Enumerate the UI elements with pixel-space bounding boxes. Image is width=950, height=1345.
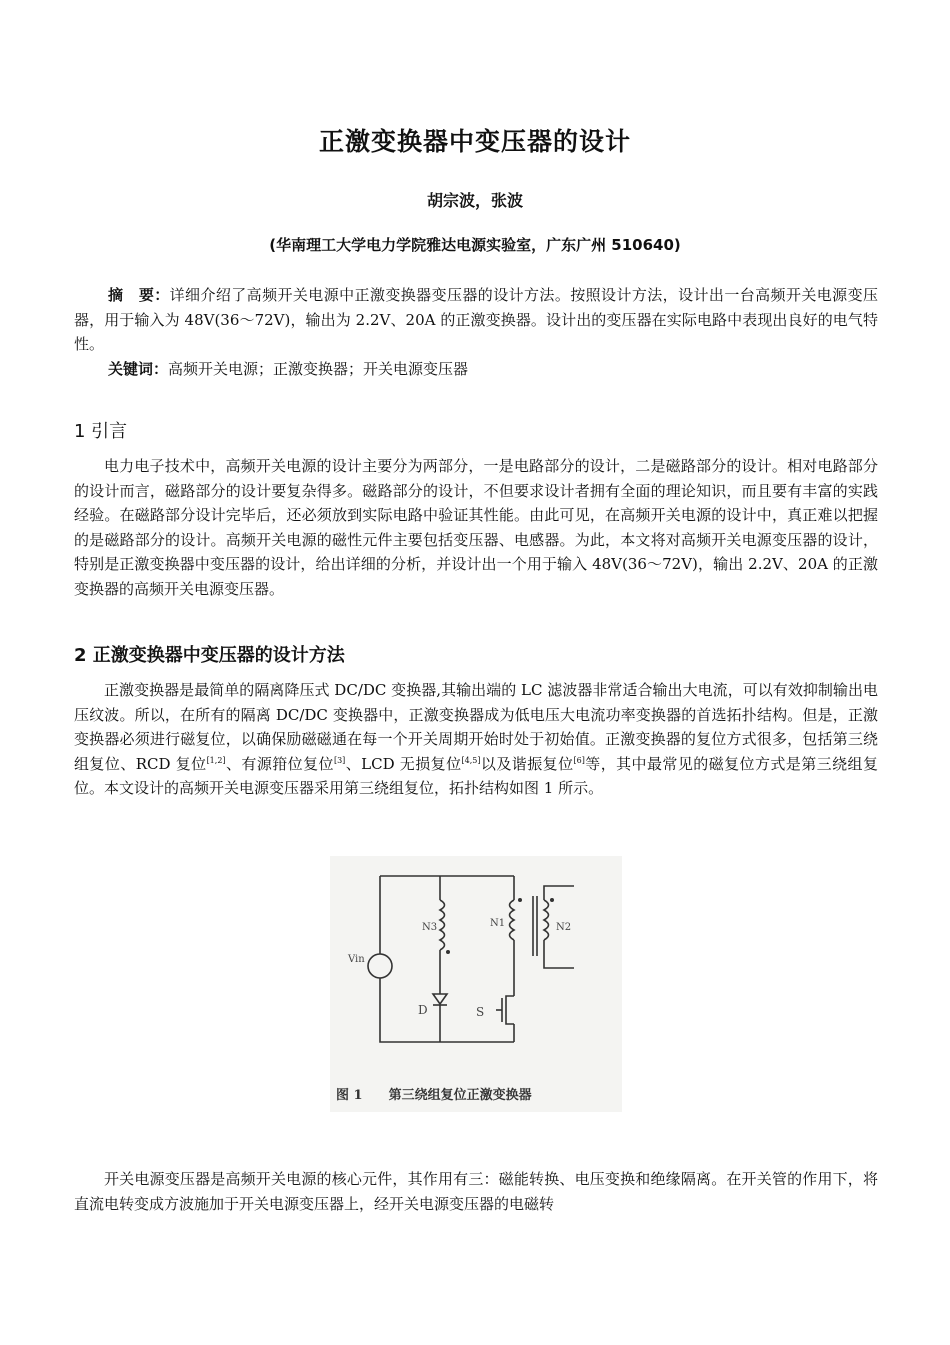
affiliation: (华南理工大学电力学院雅达电源实验室，广东广州 510640) bbox=[269, 236, 681, 254]
winding-n2 bbox=[544, 900, 549, 940]
citation-ref: [1,2] bbox=[206, 755, 226, 765]
figure-circuit-diagram bbox=[330, 856, 622, 1112]
polarity-dot bbox=[550, 898, 554, 902]
figure-caption: 图 1 第三绕组复位正激变换器 bbox=[336, 1088, 532, 1103]
polarity-dot bbox=[518, 898, 522, 902]
winding-n1 bbox=[510, 900, 515, 940]
label-s: S bbox=[476, 1005, 485, 1019]
paper-title: 正激变换器中变压器的设计 bbox=[318, 127, 631, 156]
label-n1: N1 bbox=[490, 918, 506, 929]
method-text-b: 、有源箝位复位 bbox=[225, 754, 334, 773]
label-d: D bbox=[418, 1003, 428, 1017]
method-text-c: 、LCD 无损复位 bbox=[345, 754, 462, 773]
method-text-d: 以及谐振复位 bbox=[480, 754, 574, 773]
abstract bbox=[74, 283, 878, 357]
method-text-e: 等，其中最常见的磁复位方式是第三绕组复位。本文设计的高频开关电源变压器采用第三绕组复位，拓扑结构如图 1 所示。 bbox=[74, 754, 878, 797]
label-n3: N3 bbox=[422, 922, 438, 933]
voltage-source-symbol bbox=[368, 954, 392, 978]
citation-ref: [4,5] bbox=[461, 755, 481, 765]
method-paragraph bbox=[74, 678, 878, 801]
citation-ref: [3] bbox=[333, 755, 346, 765]
switch-symbol bbox=[506, 996, 514, 1024]
circuit-schematic bbox=[330, 856, 622, 1112]
label-vin: Vin bbox=[348, 954, 365, 965]
bottom-rail bbox=[380, 978, 514, 1042]
intro-paragraph: 电力电子技术中，高频开关电源的设计主要分为两部分，一是电路部分的设计，二是磁路部分的设计。相对电路部分的设计而言，磁路部分的设计要复杂得多。磁路部分的设计，不但要求设计者拥有全面的理论知识，而且要有丰富的实践经验。在磁路部分设计完毕后，还必须放到实际电路中验证其性能。由此可见，在高频开关电源的设计中，真正难以把握的是磁路部分的设计。高频开关电源的磁性元件主要包括变压器、电感器。为此，本文将对高频开关电源变压器的设计，特别是正激变换器中变压器的设计，给出详细的分析，并设计出一个用于输入 48V(36～72V)，输出 2.2V、20A 的正激变换器的高频开关电源变压器。 bbox=[74, 457, 878, 598]
winding-n3 bbox=[440, 900, 445, 950]
citation-ref: [6] bbox=[573, 755, 585, 765]
abstract-text: 详细介绍了高频开关电源中正激变换器变压器的设计方法。按照设计方法，设计出一台高频开关电源变压器，用于输入为 48V(36～72V)，输出为 2.2V、20A 的正激变换器。设计出的变压器在实际电路中表现出良好的电气特性。 bbox=[74, 286, 878, 353]
keywords-label: 关键词： bbox=[108, 360, 169, 378]
keywords-text: 高频开关电源；正激变换器；开关电源变压器 bbox=[168, 360, 469, 378]
section-heading-method: 2 正激变换器中变压器的设计方法 bbox=[74, 645, 345, 666]
abstract-label: 摘 要： bbox=[108, 286, 170, 304]
label-n2: N2 bbox=[556, 922, 572, 933]
authors: 胡宗波，张波 bbox=[426, 191, 523, 210]
transformer-paragraph: 开关电源变压器是高频开关电源的核心元件，其作用有三：磁能转换、电压变换和绝缘隔离。在开关管的作用下，将直流电转变成方波施加于开关电源变压器上，经开关电源变压器的电磁转 bbox=[74, 1170, 878, 1213]
method-text-a: 正激变换器是最简单的隔离降压式 DC/DC 变换器,其输出端的 LC 滤波器非常适合输出大电流，可以有效抑制输出电压纹波。所以，在所有的隔离 DC/DC 变换器中，正激变换器成为低电压大电流功率变换器的首选拓扑结构。但是，正激变换器必须进行磁复位，以确保励磁磁通在每一个开关周期开始时处于初始值。正激变换器的复位方式很多，包括第三绕组复位、RCD 复位 bbox=[74, 681, 878, 773]
section-heading-intro: 1 引言 bbox=[74, 421, 128, 442]
polarity-dot bbox=[446, 950, 450, 954]
diode-symbol bbox=[433, 994, 447, 1004]
keywords bbox=[74, 357, 878, 382]
